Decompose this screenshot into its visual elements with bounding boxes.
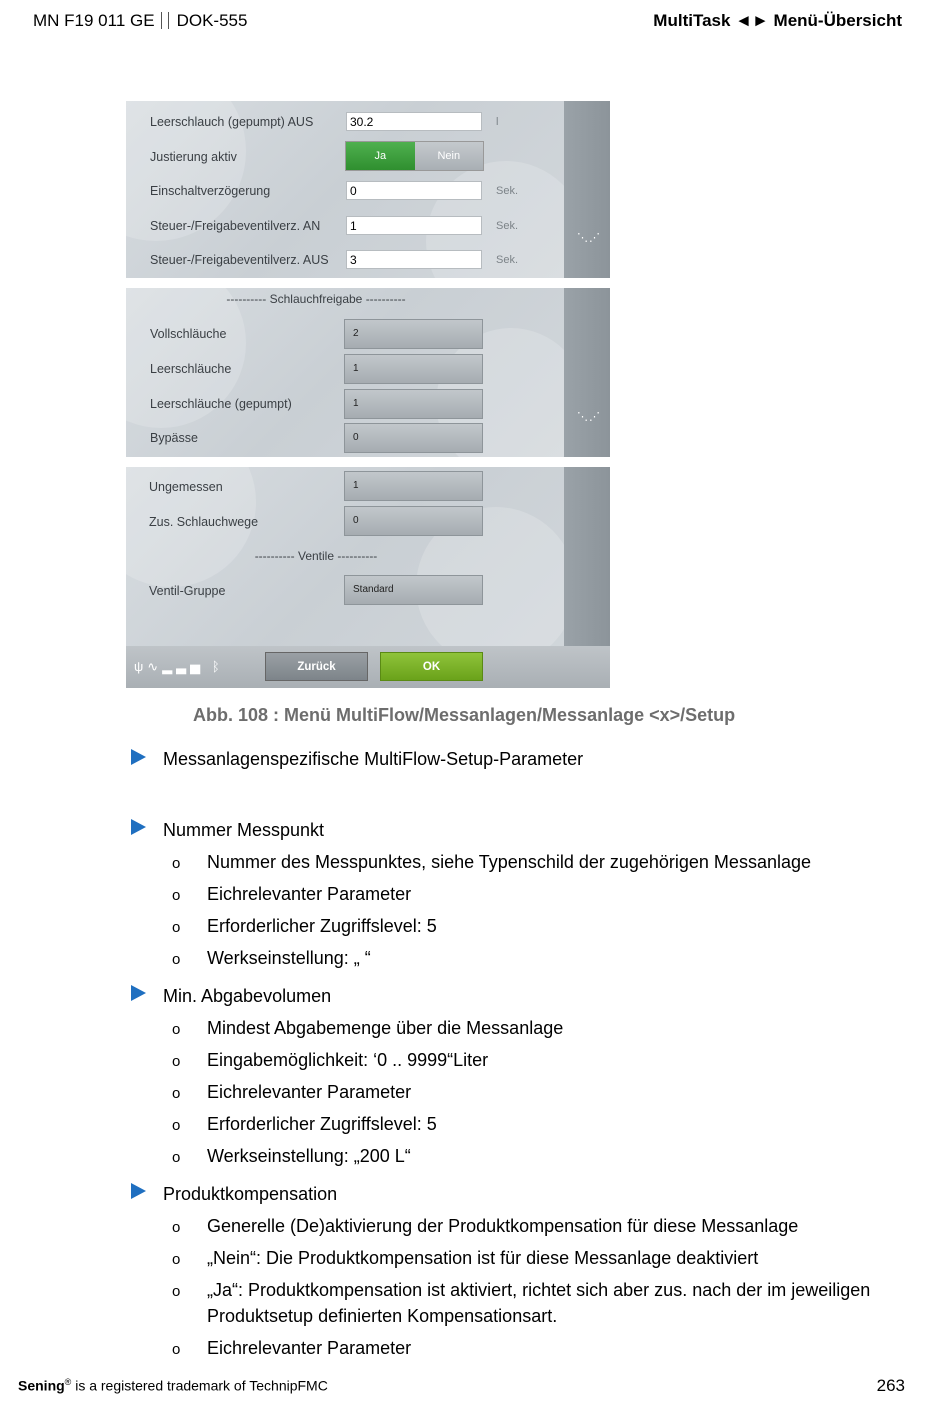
brand-name: Sening bbox=[18, 1377, 65, 1394]
page-number: 263 bbox=[876, 1376, 905, 1395]
doc-code: MN F19 011 GE bbox=[33, 11, 155, 30]
figure-caption: Abb. 108 : Menü MultiFlow/Messanlagen/Messanlage <x>/Setup bbox=[193, 705, 736, 725]
trademark-text: is a registered trademark of TechnipFMC bbox=[71, 1377, 328, 1394]
sub-bullet-text: Werkseinstellung: „200 L“ bbox=[207, 1146, 411, 1166]
sub-bullet-text: Erforderlicher Zugriffslevel: 5 bbox=[207, 916, 437, 936]
unit-label: Sek. bbox=[496, 185, 519, 197]
sub-bullet-marker: o bbox=[172, 1149, 181, 1166]
sub-bullet-marker: o bbox=[172, 1085, 181, 1102]
back-button[interactable]: Zurück bbox=[265, 652, 368, 681]
scroll-down-icon[interactable]: ⋱⋰ bbox=[577, 232, 601, 244]
row-label: Leerschlauch (gepumpt) AUS bbox=[150, 115, 314, 129]
row-label: Ventil-Gruppe bbox=[149, 584, 226, 598]
sub-bullet-marker: o bbox=[172, 1117, 181, 1134]
sub-bullet-marker: o bbox=[172, 1283, 181, 1300]
bullet-text: Messanlagenspezifische MultiFlow-Setup-Parameter bbox=[163, 749, 584, 769]
toggle-no[interactable]: Nein bbox=[415, 142, 484, 170]
sub-bullet-marker: o bbox=[172, 1341, 181, 1358]
registered-mark: ® bbox=[64, 1377, 72, 1387]
sub-bullet-text: „Ja“: Produktkompensation ist aktiviert, richtet sich aber zus. nach der im jeweiligen bbox=[207, 1280, 871, 1300]
empty-hose-pumped-off-input[interactable]: 30.2 bbox=[346, 112, 482, 131]
row-label: Ungemessen bbox=[149, 480, 223, 494]
sub-bullet-marker: o bbox=[172, 855, 181, 872]
setup-panel-3 bbox=[126, 467, 610, 688]
valve-delay-off-input[interactable]: 3 bbox=[346, 250, 482, 269]
sub-bullet-marker: o bbox=[172, 1021, 181, 1038]
header-left bbox=[33, 11, 247, 31]
sub-bullet-text: „Nein“: Die Produktkompensation ist für diese Messanlage deaktiviert bbox=[207, 1248, 759, 1268]
scrollbar[interactable] bbox=[564, 467, 610, 646]
sub-bullet-text: Nummer des Messpunktes, siehe Typenschild der zugehörigen Messanlage bbox=[207, 852, 811, 872]
scrollbar[interactable] bbox=[564, 288, 610, 457]
doc-id: DOK-555 bbox=[176, 11, 248, 30]
full-hoses-field[interactable]: 2 bbox=[344, 319, 483, 349]
row-label: Zus. Schlauchwege bbox=[149, 515, 259, 529]
unmeasured-field[interactable]: 1 bbox=[344, 471, 483, 501]
bullet-text: Min. Abgabevolumen bbox=[163, 986, 332, 1006]
scrollbar[interactable] bbox=[564, 101, 610, 278]
sub-bullet-text: Mindest Abgabemenge über die Messanlage bbox=[207, 1018, 564, 1038]
header-separator bbox=[161, 12, 169, 29]
sub-bullet-marker: o bbox=[172, 919, 181, 936]
setup-panel-1 bbox=[126, 101, 610, 278]
sub-bullet-marker: o bbox=[172, 887, 181, 904]
sub-bullet-text: Eichrelevanter Parameter bbox=[207, 1338, 412, 1358]
signal-icon: ▂▃▅ bbox=[162, 659, 205, 674]
bullet-arrow-icon bbox=[131, 819, 146, 835]
unit-label: Sek. bbox=[496, 254, 519, 266]
sub-bullet-text-continued: Produktsetup definierten Kompensationsart. bbox=[207, 1306, 558, 1326]
bottom-toolbar bbox=[126, 646, 610, 688]
bullet-text: Produktkompensation bbox=[163, 1184, 338, 1204]
status-icons bbox=[134, 659, 224, 675]
setup-panel-2 bbox=[126, 288, 610, 457]
sub-bullet-text: Eingabemöglichkeit: ‘0 .. 9999“Liter bbox=[207, 1050, 489, 1070]
sub-bullet-text: Eichrelevanter Parameter bbox=[207, 1082, 412, 1102]
row-label: Leerschläuche (gepumpt) bbox=[150, 397, 292, 411]
row-label: Steuer-/Freigabeventilverz. AUS bbox=[150, 253, 329, 267]
bluetooth-icon: ᛒ bbox=[211, 659, 224, 674]
section-heading: ---------- Ventile ---------- bbox=[254, 549, 378, 563]
toggle-yes[interactable]: Ja bbox=[346, 142, 415, 170]
header-section-title: MultiTask ◄► Menü-Übersicht bbox=[653, 11, 902, 30]
bullet-arrow-icon bbox=[131, 749, 146, 765]
bullet-arrow-icon bbox=[131, 1183, 146, 1199]
usb-icon: ψ bbox=[134, 659, 148, 674]
row-label: Justierung aktiv bbox=[150, 150, 237, 164]
additional-hose-paths-field[interactable]: 0 bbox=[344, 506, 483, 536]
bypasses-field[interactable]: 0 bbox=[344, 423, 483, 453]
bullet-arrow-icon bbox=[131, 985, 146, 1001]
row-label: Einschaltverzögerung bbox=[150, 184, 271, 198]
ok-button[interactable]: OK bbox=[380, 652, 483, 681]
sub-bullet-text: Werkseinstellung: „ “ bbox=[207, 948, 371, 968]
sub-bullet-marker: o bbox=[172, 1251, 181, 1268]
valve-group-select[interactable]: Standard bbox=[344, 575, 483, 605]
unit-label: Sek. bbox=[496, 220, 519, 232]
sub-bullet-marker: o bbox=[172, 1219, 181, 1236]
unit-label: l bbox=[496, 116, 499, 128]
sub-bullet-text: Erforderlicher Zugriffslevel: 5 bbox=[207, 1114, 437, 1134]
row-label: Vollschläuche bbox=[150, 327, 227, 341]
empty-hoses-pumped-field[interactable]: 1 bbox=[344, 389, 483, 419]
section-heading: ---------- Schlauchfreigabe ---------- bbox=[226, 292, 406, 306]
link-icon: ∿ bbox=[147, 659, 163, 674]
switch-on-delay-input[interactable]: 0 bbox=[346, 181, 482, 200]
sub-bullet-text: Eichrelevanter Parameter bbox=[207, 884, 412, 904]
row-label: Bypässe bbox=[150, 431, 198, 445]
scroll-down-icon[interactable]: ⋱⋰ bbox=[577, 411, 601, 423]
bullet-text: Nummer Messpunkt bbox=[163, 820, 325, 840]
footer-trademark bbox=[18, 1377, 328, 1394]
sub-bullet-text: Generelle (De)aktivierung der Produktkompensation für diese Messanlage bbox=[207, 1216, 799, 1236]
sub-bullet-marker: o bbox=[172, 1053, 181, 1070]
empty-hoses-field[interactable]: 1 bbox=[344, 354, 483, 384]
calibration-active-toggle[interactable] bbox=[345, 141, 484, 171]
row-label: Leerschläuche bbox=[150, 362, 232, 376]
sub-bullet-marker: o bbox=[172, 951, 181, 968]
valve-delay-on-input[interactable]: 1 bbox=[346, 216, 482, 235]
row-label: Steuer-/Freigabeventilverz. AN bbox=[150, 219, 321, 233]
